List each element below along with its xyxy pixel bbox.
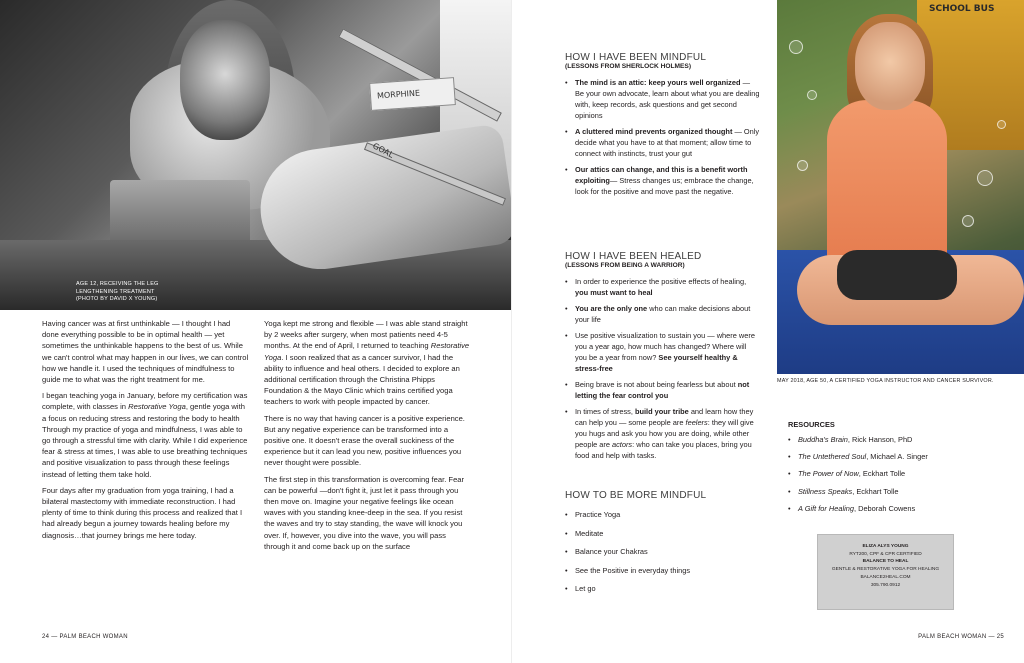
- bullet-list: [565, 509, 760, 594]
- paragraph: Having cancer was at first unthinkable — I thought I had done everything possible to be in optimal health — yet sometimes the unthinkable happens to the best of us. While we can't control what may happen in our lives, we can control how we handle it. I used the techniques of mindfulness to guide me to what was the right treatment for me.: [42, 319, 249, 385]
- card-name: ELIZA ALYS YOUNG: [862, 544, 909, 549]
- card-business-name: BALANCE TO HEAL: [862, 559, 909, 565]
- resources-section: [788, 420, 998, 520]
- photo-caption-line: (PHOTO BY DAVID X YOUNG): [76, 296, 158, 302]
- list-item: • In order to experience the positive effects of healing, you must want to heal: [565, 276, 760, 298]
- section-subtitle: (LESSONS FROM BEING A WARRIOR): [565, 262, 685, 269]
- section-subtitle: (LESSONS FROM SHERLOCK HOLMES): [565, 63, 692, 70]
- photo-girl: [180, 20, 270, 140]
- section-title: HOW TO BE MORE MINDFUL: [565, 490, 707, 501]
- photo-woman: [855, 22, 925, 110]
- photo-caption-line: LENGTHENING TREATMENT: [76, 288, 155, 295]
- resource-item: • The Power of Now, Eckhart Tolle: [788, 468, 998, 479]
- list-item: • You are the only one who can make decisions about your life: [565, 303, 760, 325]
- card-phone: 305.790.0912: [870, 582, 901, 588]
- paragraph: There is no way that having cancer is a positive experience. But any negative experience can be transformed into a positive one. It doesn't erase the overall suckiness of the experience but it can lead you new, positive influences you never thought were possible.: [264, 413, 465, 468]
- photo-caption: MAY 2018, AGE 50, A CERTIFIED YOGA INSTRUCTOR AND CANCER SURVIVOR.: [777, 378, 994, 384]
- resources-title: RESOURCES: [788, 420, 835, 429]
- contact-card: [817, 534, 954, 610]
- hospital-photo: [0, 0, 512, 310]
- photo-bubble: [789, 40, 803, 54]
- list-item: • Let go: [565, 583, 760, 594]
- bullet-list: [565, 77, 760, 197]
- list-item: • Use positive visualization to sustain you — where were you a year ago, how much has changed? Where will you be a year from now? See yourself healthy & stress-free: [565, 330, 760, 374]
- resource-item: • The Untethered Soul, Michael A. Singer: [788, 451, 998, 462]
- resources-list: [788, 434, 998, 514]
- resource-item: • A Gift for Healing, Deborah Cowens: [788, 503, 998, 514]
- photo-tank-top: [827, 100, 947, 270]
- list-item: • Being brave is not about being fearless but about not letting the fear control you: [565, 379, 760, 401]
- card-certifications: RYT200, CPF & CPR CERTIFIED: [849, 551, 922, 557]
- page-folio-right: PALM BEACH WOMAN — 25: [918, 634, 1004, 640]
- photo-bus-text: SCHOOL BUS: [929, 4, 995, 14]
- photo-sign: MORPHINE: [369, 77, 456, 111]
- list-item: • Balance your Chakras: [565, 546, 760, 557]
- photo-sign-goal: GOAL: [371, 141, 396, 160]
- bullet-list: [565, 276, 760, 461]
- card-website: BALANCE2HEAL.COM: [860, 574, 911, 580]
- list-item: • See the Positive in everyday things: [565, 565, 760, 576]
- section-title: HOW I HAVE BEEN HEALED: [565, 251, 702, 262]
- photo-caption-line: AGE 12, RECEIVING THE LEG: [76, 281, 159, 287]
- section-title: HOW I HAVE BEEN MINDFUL: [565, 52, 707, 63]
- section-mindful: [565, 52, 760, 202]
- list-item: • In times of stress, build your tribe and learn how they can help you — some people are feelers: they will give you hugs and ask you how you are doing, while other people are actors: who can take you places, bring you food and help with tasks.: [565, 406, 760, 461]
- photo-bubble: [977, 170, 993, 186]
- paragraph: Four days after my graduation from yoga training, I had a bilateral mastectomy with immediate reconstruction. I had plenty of time to think during this process and realized that I had already begun a journey towards healing before my diagnosis…that journey brings me here today.: [42, 485, 243, 540]
- resource-item: • Stillness Speaks, Eckhart Tolle: [788, 486, 998, 497]
- card-tagline: GENTLE & RESTORATIVE YOGA FOR HEALING: [831, 567, 940, 573]
- list-item: • The mind is an attic: keep yours well organized — Be your own advocate, learn about what you are dealing with, keep records, ask questions and get second opinions: [565, 77, 760, 121]
- photo-caption: [76, 281, 226, 304]
- section-healed: [565, 251, 760, 466]
- page-folio-left: 24 — PALM BEACH WOMAN: [42, 634, 128, 640]
- list-item: • A cluttered mind prevents organized thought — Only decide what you have to at that moment; allow time to connect with instincts, trust your gut: [565, 126, 760, 159]
- list-item: • Practice Yoga: [565, 509, 760, 520]
- article-column-1: [42, 318, 249, 546]
- resource-item: • Buddha's Brain, Rick Hanson, PhD: [788, 434, 998, 445]
- paragraph: The first step in this transformation is overcoming fear. Fear can be powerful —don't fight it, just let it pass through you then move on. Imagine your negative feelings like ocean waves with you standing knee-deep in the sea. If you resist the waves and try to stay standing, the wave will knock you over. If, however, you dive into the wave, you will pass through it and come back up on the surface: [264, 474, 465, 551]
- photo-shorts: [837, 250, 957, 300]
- list-item: • Our attics can change, and this is a benefit worth exploiting— Stress changes us; embrace the change, look for the positive and move past the negative.: [565, 164, 760, 197]
- yoga-photo: [777, 0, 1024, 374]
- photo-bubble: [997, 120, 1006, 129]
- photo-bubble: [797, 160, 808, 171]
- paragraph: Yoga kept me strong and flexible — I was able stand straight by 2 weeks after surgery, when most patients need 4-5 months. At the end of April, I returned to teaching Restorative Yoga. I soon realized that as a cancer survivor, I had the ability to influence and heal others. I decided to explore an additional certification through the Christina Phipps Foundation & the Mayo Clinic which trains certified yoga teachers to work with people impacted by cancer.: [264, 319, 470, 407]
- article-column-2: [264, 318, 472, 557]
- list-item: • Meditate: [565, 528, 760, 539]
- paragraph: I began teaching yoga in January, before my certification was complete, with classes in Restorative Yoga, gentle yoga with a focus on reducing stress and restoring the body to health Through my practice of yoga and mindfulness, I was able to go through a stressful time with clarity. While I did experience fear & stress at times, I was able to use breathing techniques and positive visualization to pass through these feelings instead of letting them take hold.: [42, 391, 248, 479]
- photo-bubble: [962, 215, 974, 227]
- photo-bubble: [807, 90, 817, 100]
- section-more-mindful: [565, 490, 760, 602]
